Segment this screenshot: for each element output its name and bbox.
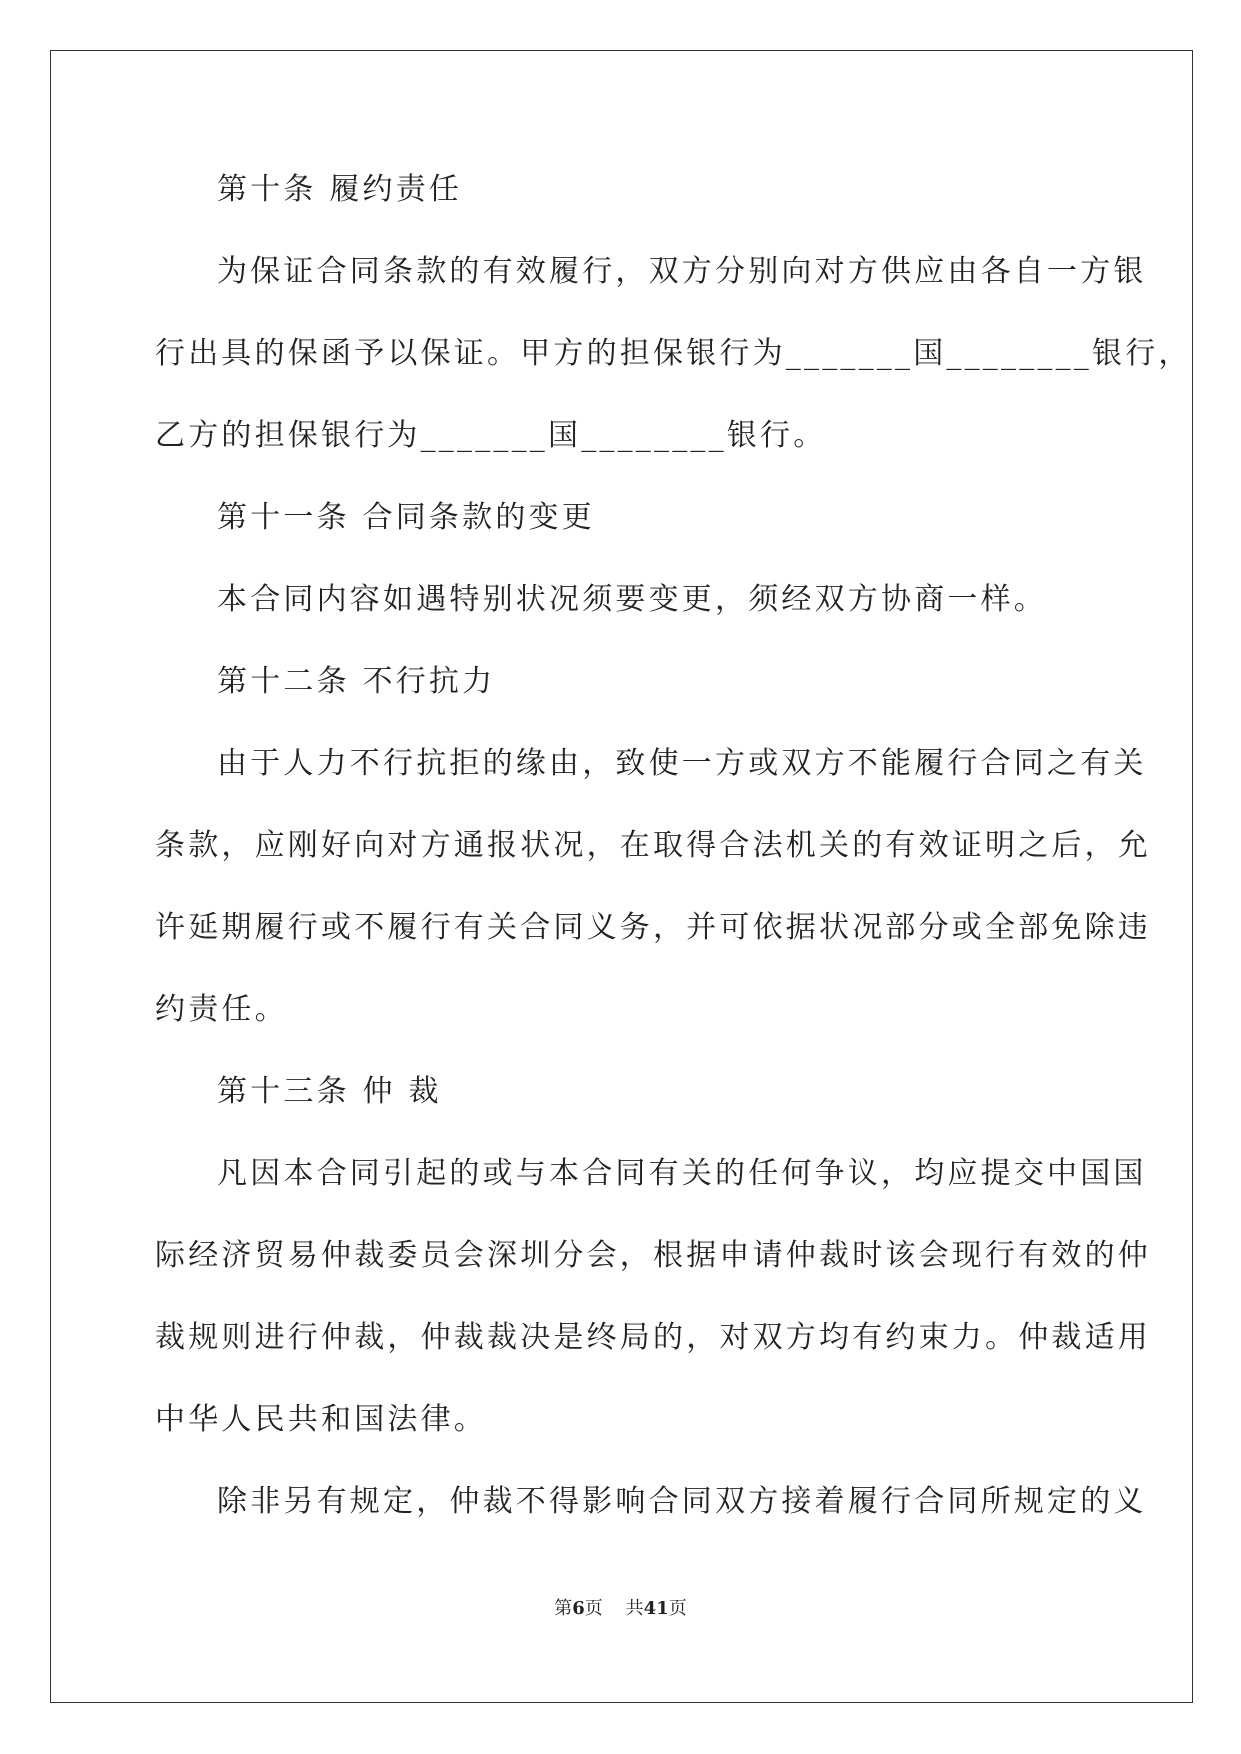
article-12-heading: 第十二条 不行抗力 xyxy=(217,664,496,699)
article-11-heading: 第十一条 合同条款的变更 xyxy=(217,500,595,535)
paragraph-line: 际经济贸易仲裁委员会深圳分会，根据申请仲裁时该会现行有效的仲 xyxy=(155,1238,1151,1273)
paragraph-line: 约责任。 xyxy=(155,992,288,1027)
paragraph-line: 条款，应刚好向对方通报状况，在取得合法机关的有效证明之后，允 xyxy=(155,828,1151,863)
paragraph-line: 由于人力不行抗拒的缘由，致使一方或双方不能履行合同之有关 xyxy=(217,746,1147,781)
paragraph-line: 中华人民共和国法律。 xyxy=(155,1402,487,1437)
paragraph-line: 许延期履行或不履行有关合同义务，并可依据状况部分或全部免除违 xyxy=(155,910,1151,945)
document-body xyxy=(155,160,1192,1554)
paragraph-line: 本合同内容如遇特别状况须要变更，须经双方协商一样。 xyxy=(217,582,1047,617)
article-10-heading: 第十条 履约责任 xyxy=(217,172,463,207)
footer-suffix: 页 xyxy=(668,1598,687,1619)
paragraph-line: 凡因本合同引起的或与本合同有关的任何争议，均应提交中国国 xyxy=(217,1156,1147,1191)
paragraph-line: 除非另有规定，仲裁不得影响合同双方接着履行合同所规定的义 xyxy=(217,1484,1147,1519)
paragraph-line: 乙方的担保银行为_______国________银行。 xyxy=(155,418,827,453)
paragraph-line: 裁规则进行仲裁，仲裁裁决是终局的，对双方均有约束力。仲裁适用 xyxy=(155,1320,1151,1355)
footer-middle: 页 共 xyxy=(584,1598,644,1619)
total-page-count: 41 xyxy=(643,1598,669,1619)
article-13-heading: 第十三条 仲 裁 xyxy=(217,1074,442,1109)
footer-prefix: 第 xyxy=(554,1598,573,1619)
page-number-footer xyxy=(0,1596,1241,1622)
current-page-number: 6 xyxy=(572,1598,585,1619)
paragraph-line: 为保证合同条款的有效履行，双方分别向对方供应由各自一方银 xyxy=(217,254,1147,289)
paragraph-line: 行出具的保函予以保证。甲方的担保银行为_______国________银行， xyxy=(155,336,1192,371)
